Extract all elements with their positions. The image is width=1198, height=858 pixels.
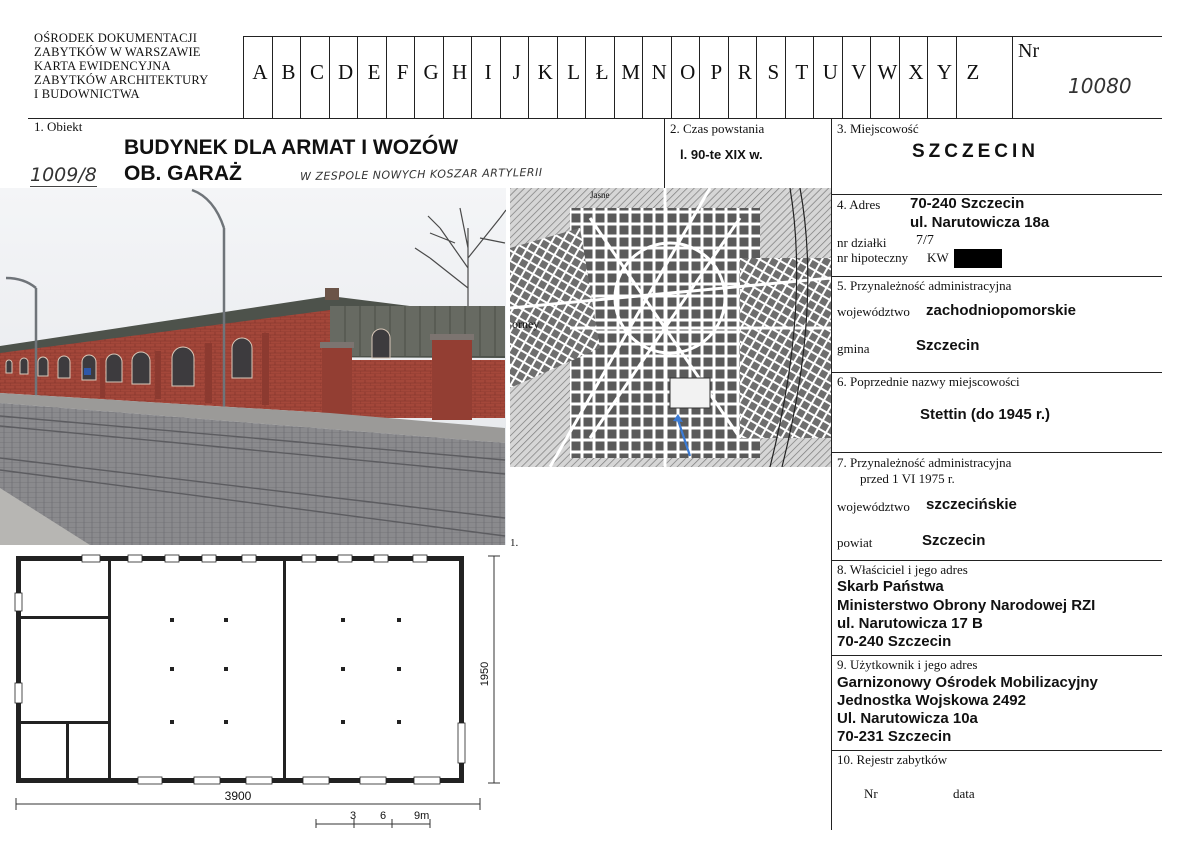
- alphabet-separator: [329, 36, 330, 118]
- floor-plan: [10, 548, 510, 830]
- user-line: 70-231 Szczecin: [837, 728, 952, 745]
- owner-line: Skarb Państwa: [837, 578, 944, 595]
- section-divider: [831, 276, 1162, 277]
- alphabet-strip: [243, 30, 1013, 118]
- user-line: Ul. Narutowicza 10a: [837, 710, 978, 727]
- alphabet-letter: V: [851, 60, 867, 84]
- header-bottom-border: [28, 118, 1162, 119]
- alphabet-separator: [699, 36, 700, 118]
- admin-before-voivodeship-value: szczecińskie: [926, 496, 1017, 513]
- alphabet-separator: [899, 36, 900, 118]
- user-line: Jednostka Wojskowa 2492: [837, 692, 1026, 709]
- alphabet-separator: [813, 36, 814, 118]
- alphabet-separator: [500, 36, 501, 118]
- alphabet-separator: [842, 36, 843, 118]
- alphabet-letter: S: [767, 60, 780, 84]
- admin-voivodeship-label: województwo: [837, 304, 910, 319]
- former-names-value: Stettin (do 1945 r.): [920, 406, 1051, 423]
- redaction-bar: [954, 249, 1002, 268]
- alphabet-separator: [671, 36, 672, 118]
- alphabet-separator: [386, 36, 387, 118]
- alphabet-separator: [300, 36, 301, 118]
- card-number: 10080: [1068, 74, 1132, 98]
- admin-before-county-label: powiat: [837, 535, 873, 550]
- admin-commune-value: Szczecin: [916, 337, 980, 354]
- institution-line: KARTA EWIDENCYJNA: [34, 59, 171, 73]
- alphabet-letter: R: [737, 60, 752, 84]
- building-photo: [0, 188, 506, 545]
- alphabet-separator: [728, 36, 729, 118]
- nr-box-top: [1012, 36, 1162, 37]
- alphabet-separator: [357, 36, 358, 118]
- scale-label: 6: [380, 810, 387, 822]
- alphabet-letter: O: [680, 60, 696, 84]
- admin-before-county-value: Szczecin: [922, 532, 986, 549]
- address-label: 4. Adres: [837, 197, 881, 212]
- owner-line: Ministerstwo Obrony Narodowej RZI: [837, 597, 1096, 614]
- admin-before-voivodeship-label: województwo: [837, 499, 910, 514]
- map-label: orney: [512, 317, 540, 331]
- nr-label: Nr: [1018, 40, 1040, 62]
- alphabet-separator: [927, 36, 928, 118]
- plan-height-dimension: 1950: [479, 661, 491, 687]
- institution-line: I BUDOWNICTWA: [34, 87, 140, 101]
- register-nr-label: Nr: [864, 786, 878, 801]
- alphabet-letter: X: [908, 60, 924, 84]
- locality-label: 3. Miejscowość: [837, 121, 919, 136]
- handwritten-inventory-number: 1009/8: [30, 164, 97, 186]
- alphabet-separator: [956, 36, 957, 118]
- handwritten-note: W ZESPOLE NOWYCH KOSZAR ARTYLERII: [299, 165, 543, 184]
- institution-line: ZABYTKÓW W WARSZAWIE: [34, 45, 201, 59]
- user-label: 9. Użytkownik i jego adres: [837, 657, 978, 672]
- map-label: Jasne: [590, 190, 610, 200]
- alphabet-letter: B: [281, 60, 296, 84]
- alphabet-letter: H: [452, 60, 468, 84]
- alphabet-letter: D: [337, 60, 354, 84]
- admin-commune-label: gmina: [837, 341, 870, 356]
- owner-line: ul. Narutowicza 17 B: [837, 615, 983, 632]
- alphabet-separator: [414, 36, 415, 118]
- mortgage-prefix: KW: [927, 250, 949, 265]
- section-divider: [831, 655, 1162, 656]
- alphabet-letter: F: [396, 60, 409, 84]
- former-names-label: 6. Poprzednie nazwy miejscowości: [837, 374, 1020, 389]
- admin-before-label: 7. Przynależność administracyjna: [837, 455, 1012, 470]
- user-line: Garnizonowy Ośrodek Mobilizacyjny: [837, 674, 1098, 691]
- alphabet-separator: [585, 36, 586, 118]
- alphabet-separator: [557, 36, 558, 118]
- alphabet-letter: K: [537, 60, 553, 84]
- object-label: 1. Obiekt: [34, 119, 83, 134]
- photo-caption: 1.: [510, 537, 519, 549]
- right-column-divider: [831, 118, 832, 830]
- alphabet-letter: G: [423, 60, 439, 84]
- admin-label: 5. Przynależność administracyjna: [837, 278, 1012, 293]
- owner-label: 8. Właściciel i jego adres: [837, 562, 968, 577]
- object-title: BUDYNEK DLA ARMAT I WOZÓW: [124, 136, 459, 159]
- alphabet-separator: [870, 36, 871, 118]
- alphabet-letter: A: [252, 60, 268, 84]
- mortgage-label: nr hipoteczny: [837, 250, 909, 265]
- alphabet-separator: [443, 36, 444, 118]
- alphabet-letter: N: [651, 60, 667, 84]
- location-map: [510, 188, 831, 467]
- register-label: 10. Rejestr zabytków: [837, 752, 948, 767]
- owner-line: 70-240 Szczecin: [837, 633, 952, 650]
- period-value: l. 90-te XIX w.: [680, 147, 763, 162]
- alphabet-letter: J: [512, 60, 521, 84]
- locality-value: SZCZECIN: [912, 141, 1039, 162]
- alphabet-letter: P: [710, 60, 723, 84]
- address-line-1: 70-240 Szczecin: [910, 195, 1025, 212]
- scale-label: 3: [350, 810, 357, 822]
- register-date-label: data: [953, 786, 975, 801]
- alphabet-separator: [642, 36, 643, 118]
- plan-width-dimension: 3900: [224, 789, 252, 803]
- alphabet-letter: U: [822, 60, 838, 84]
- alphabet-separator: [756, 36, 757, 118]
- period-label: 2. Czas powstania: [670, 121, 765, 136]
- alphabet-separator: [471, 36, 472, 118]
- institution-line: OŚRODEK DOKUMENTACJI: [34, 31, 198, 45]
- alphabet-letter: L: [567, 60, 581, 84]
- alphabet-letter: M: [621, 60, 641, 84]
- admin-before-date: przed 1 VI 1975 r.: [860, 471, 955, 486]
- institution-block: [34, 31, 208, 101]
- institution-line: ZABYTKÓW ARCHITEKTURY: [34, 73, 209, 87]
- alphabet-letter: I: [484, 60, 492, 84]
- address-line-2: ul. Narutowicza 18a: [910, 214, 1050, 231]
- alphabet-separator: [243, 36, 244, 118]
- alphabet-separator: [272, 36, 273, 118]
- alphabet-letter: Z: [966, 60, 980, 84]
- plot-label: nr działki: [837, 235, 887, 250]
- section-divider: [831, 750, 1162, 751]
- admin-voivodeship-value: zachodniopomorskie: [926, 302, 1077, 319]
- divider: [664, 118, 665, 188]
- alphabet-letter: T: [795, 60, 809, 84]
- section-divider: [831, 452, 1162, 453]
- alphabet-letter: C: [310, 60, 325, 84]
- plot-value: 7/7: [916, 233, 934, 248]
- alphabet-separator: [785, 36, 786, 118]
- alphabet-separator: [614, 36, 615, 118]
- scale-label: 9m: [414, 810, 430, 822]
- alphabet-letter: Ł: [595, 60, 609, 84]
- alphabet-letter: Y: [936, 60, 953, 84]
- alphabet-letter: E: [367, 60, 381, 84]
- section-divider: [831, 560, 1162, 561]
- object-subtitle: OB. GARAŻ: [124, 162, 242, 185]
- alphabet-separator: [528, 36, 529, 118]
- alphabet-letter: W: [877, 60, 898, 84]
- section-divider: [831, 372, 1162, 373]
